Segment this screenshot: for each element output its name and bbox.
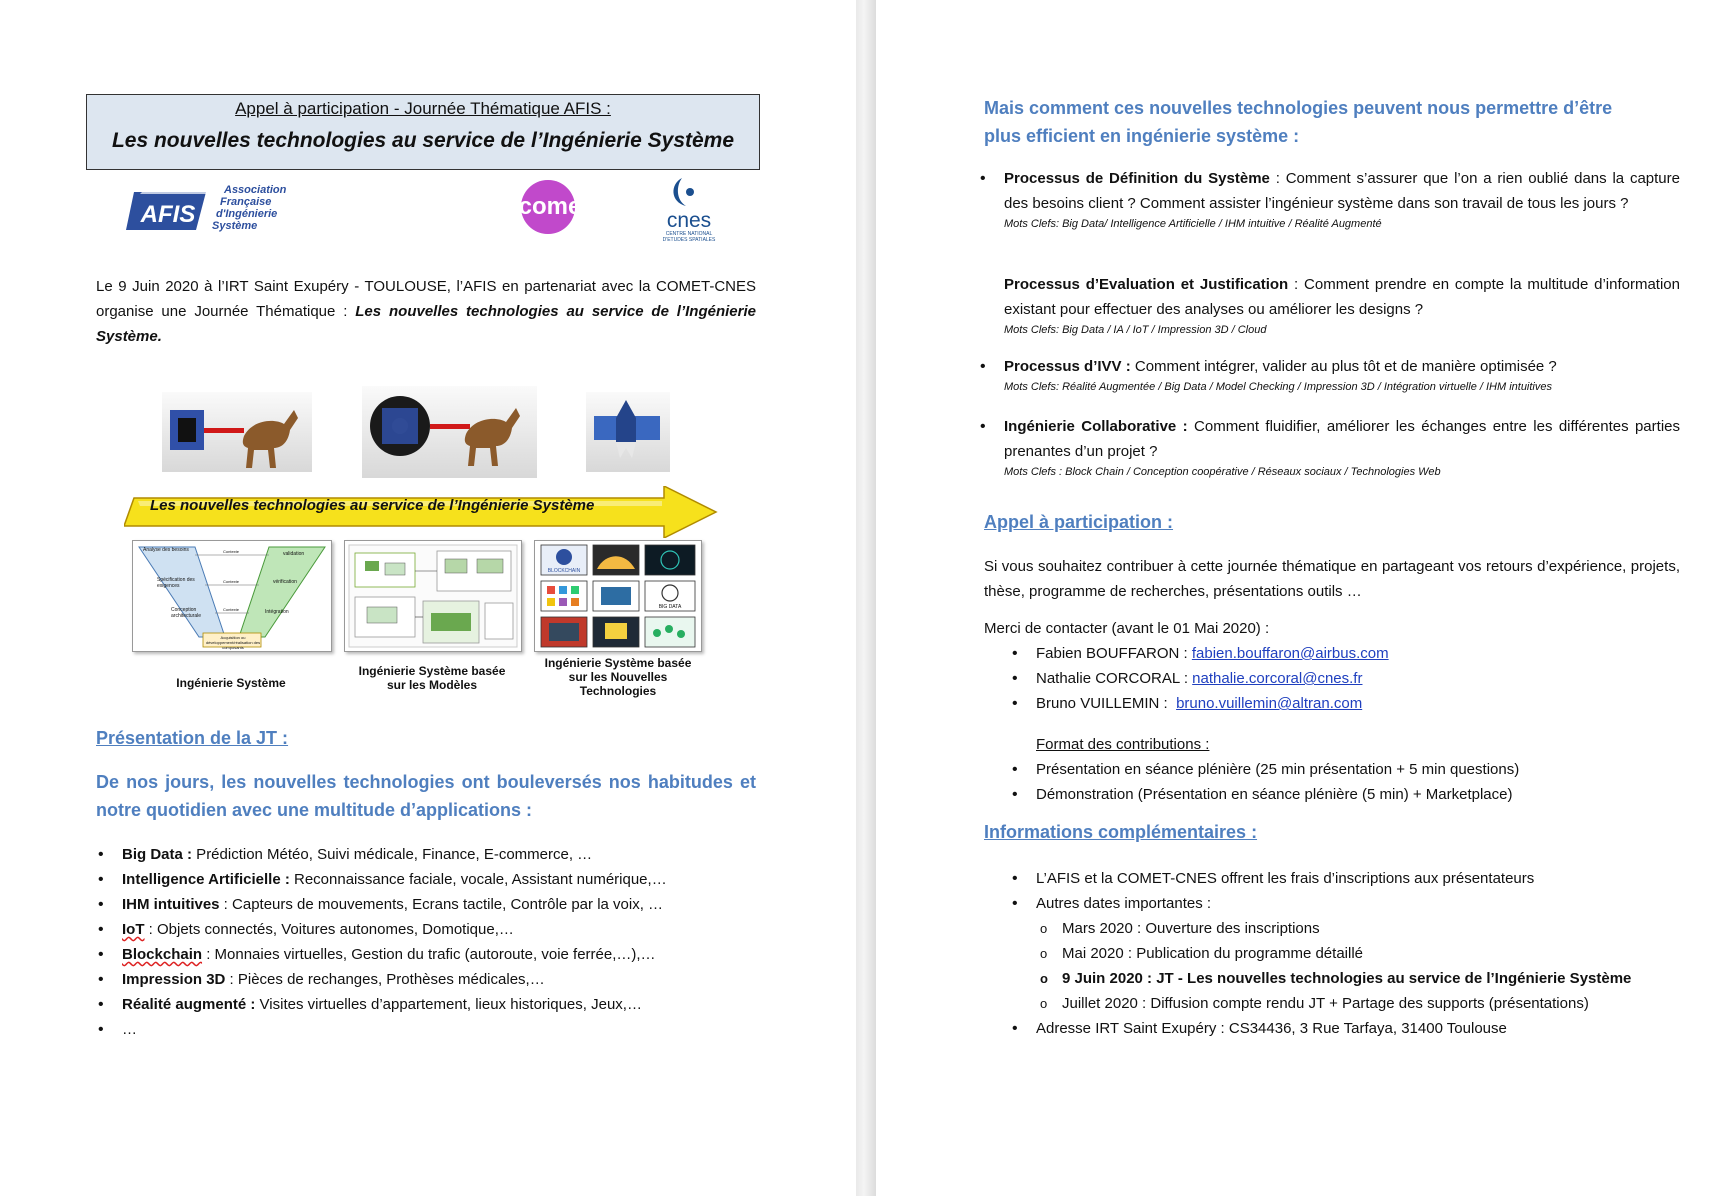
process-list-3 [978,414,1680,480]
info-list [1010,866,1690,916]
v-model-diagram: Analyse des besoins Spécification des exigences Conception architecturale validation vérification Intégration Acquisition ou développement/réalisation des composants Contexte Contexte Contexte [132,540,332,652]
illustration-panel-rocket [586,392,670,472]
address-item: • Adresse IRT Saint Exupéry : CS34436, 3 Rue Tarfaya, 31400 Toulouse [1010,1016,1690,1041]
format-item: • Présentation en séance plénière (25 min présentation + 5 min questions) [1010,757,1690,782]
date-item: o Mai 2020 : Publication du programme détaillé [1036,941,1696,966]
contact-email[interactable]: bruno.vuillemin@altran.com [1176,695,1363,712]
svg-text:comet: comet [520,193,590,220]
process-item: • Processus d’IVV : Comment intégrer, valider au plus tôt et de manière optimisée ? Mots Clefs: Réalité Augmentée / Big Data / Model Checking / Impression 3D / Intégration virtuelle / IHM intuitives [978,354,1680,395]
list-item: • IoT : Objets connectés, Voitures autonomes, Domotique,… [96,917,776,942]
keywords: Mots Clefs : Block Chain / Conception coopérative / Réseaux sociaux / Technologies Web [1004,466,1441,478]
comet-logo-mark [520,178,610,236]
list-item: • Impression 3D : Pièces de rechanges, Prothèses médicales,… [96,967,776,992]
afis-logo [126,184,306,240]
info-item: • L’AFIS et la COMET-CNES offrent les frais d’inscriptions aux présentateurs [1010,866,1690,891]
technology-arrow-label: Les nouvelles technologies au service de l’Ingénierie Système [150,497,595,514]
list-item: • IHM intuitives : Capteurs de mouvements, Ecrans tactile, Contrôle par la voix, … [96,892,776,917]
list-item: • Intelligence Artificielle : Reconnaissance faciale, vocale, Assistant numérique,… [96,867,776,892]
list-item: • Réalité augmenté : Visites virtuelles d’appartement, lieux historiques, Jeux,… [96,992,776,1017]
keywords: Mots Clefs: Big Data/ Intelligence Artificielle / IHM intuitive / Réalité Augmenté [1004,218,1382,230]
contact-email[interactable]: nathalie.corcoral@cnes.fr [1192,670,1363,687]
cnes-logo [654,176,724,242]
caption-new-tech: Ingénierie Système basée sur les Nouvelles Technologies [544,656,692,698]
info-title: Informations complémentaires : [984,822,1258,842]
mbse-diagram [344,540,522,652]
contact-email[interactable]: fabien.bouffaron@airbus.com [1191,645,1389,662]
afis-logo-text: Association Française d'Ingénierie Système [212,184,287,232]
process-item: Processus d’Evaluation et Justification : Comment prendre en compte la multitude d’information existant pour effectuer des analyses ou améliorer les designs ? Mots Clefs: Big Data / IA / IoT / Impression 3D / Cloud [1004,276,1680,336]
cnes-subtitle: CENTRE NATIONAL D'ETUDES SPATIALES [662,231,716,243]
new-tech-diagram [534,540,702,652]
date-item: o Juillet 2020 : Diffusion compte rendu JT + Partage des supports (présentations) [1036,991,1696,1016]
keywords: Mots Clefs: Réalité Augmentée / Big Data / Model Checking / Impression 3D / Intégration virtuelle / IHM intuitives [1004,381,1552,393]
process-item: • Processus de Définition du Système : Comment s’assurer que l’on a rien oublié dans la capture des besoins client ? Comment assister l’ingénieur système dans son travail de tous les jours ? Mots Clefs: Big Data/ Intelligence Artificielle / IHM intuitive / Réalité Augmenté [978,166,1680,232]
illustration-panel-wheel-cart [362,386,537,478]
caption-se: Ingénierie Système [176,676,286,690]
contact-item: • Nathalie CORCORAL : nathalie.corcoral@cnes.fr [1010,666,1670,691]
section-title-presentation: Présentation de la JT : [96,728,289,748]
process-item: • Ingénierie Collaborative : Comment fluidifier, améliorer les échanges entre les différentes parties prenantes d’un projet ? Mots Clefs : Block Chain / Conception coopérative / Réseaux sociaux / Technologies Web [978,414,1680,480]
contact-list [1010,641,1670,716]
list-item: • Blockchain : Monnaies virtuelles, Gestion du trafic (autoroute, voie ferrée,…),… [96,942,776,967]
afis-abbr: AFIS [140,201,196,228]
cnes-wordmark: cnes [666,209,712,232]
title-box [86,94,760,170]
page-gutter [856,0,876,1196]
intro-emphasis: Les nouvelles technologies au service de l’Ingénierie Système. [96,303,756,345]
svg-text:BIG DATA: BIG DATA [658,604,682,610]
format-title: Format des contributions : [1036,736,1210,753]
comet-logo [520,178,610,236]
process-list-2 [978,354,1680,395]
info-item: • Autres dates importantes : [1010,891,1690,916]
call-title: Appel à participation : [984,512,1174,532]
illustration-panel-horse-cart [162,392,312,472]
contact-item: • Fabien BOUFFARON : fabien.bouffaron@airbus.com [1010,641,1670,666]
list-item: • … [96,1017,776,1042]
applications-list [96,842,776,1042]
afis-logo-mark [126,184,216,238]
address-list [1010,1016,1690,1041]
title-line-1: Appel à participation - Journée Thématique AFIS : [235,99,611,118]
intro-paragraph: Le 9 Juin 2020 à l’IRT Saint Exupéry - TOULOUSE, l’AFIS en partenariat avec la COMET-CNES organise une Journée Thématique : Les nouvelles technologies au service de l’Ingénierie Système. [96,278,756,345]
contact-intro: Merci de contacter (avant le 01 Mai 2020) : [984,620,1270,637]
format-item: • Démonstration (Présentation en séance plénière (5 min) + Marketplace) [1010,782,1690,807]
dates-list [1036,916,1696,1016]
title-line-2: Les nouvelles technologies au service de l’Ingénierie Système [111,129,735,152]
contact-item: • Bruno VUILLEMIN : bruno.vuillemin@altran.com [1010,691,1670,716]
section-subtitle: De nos jours, les nouvelles technologies ont bouleversés nos habitudes et notre quotidien avec une multitude d’applications : [96,772,756,820]
call-text: Si vous souhaitez contribuer à cette journée thématique en partageant vos retours d’expérience, projets, thèse, programme de recherches, présentations outils … [984,558,1680,600]
right-heading: Mais comment ces nouvelles technologies peuvent nous permettre d’être plus efficient en ingénierie système : [984,98,1613,146]
list-item: • Big Data : Prédiction Météo, Suivi médicale, Finance, E-commerce, … [96,842,776,867]
keywords: Mots Clefs: Big Data / IA / IoT / Impression 3D / Cloud [1004,324,1267,336]
format-list [1010,757,1690,807]
process-list [978,166,1680,232]
document-page-right [876,0,1720,1196]
svg-text:BLOCKCHAIN: BLOCKCHAIN [547,568,581,574]
date-item: o 9 Juin 2020 : JT - Les nouvelles technologies au service de l’Ingénierie Système [1036,966,1696,991]
cnes-logo-mark [654,176,724,210]
date-item: o Mars 2020 : Ouverture des inscriptions [1036,916,1696,941]
caption-mbse: Ingénierie Système basée sur les Modèles [358,664,506,692]
document-page-left [0,0,856,1196]
